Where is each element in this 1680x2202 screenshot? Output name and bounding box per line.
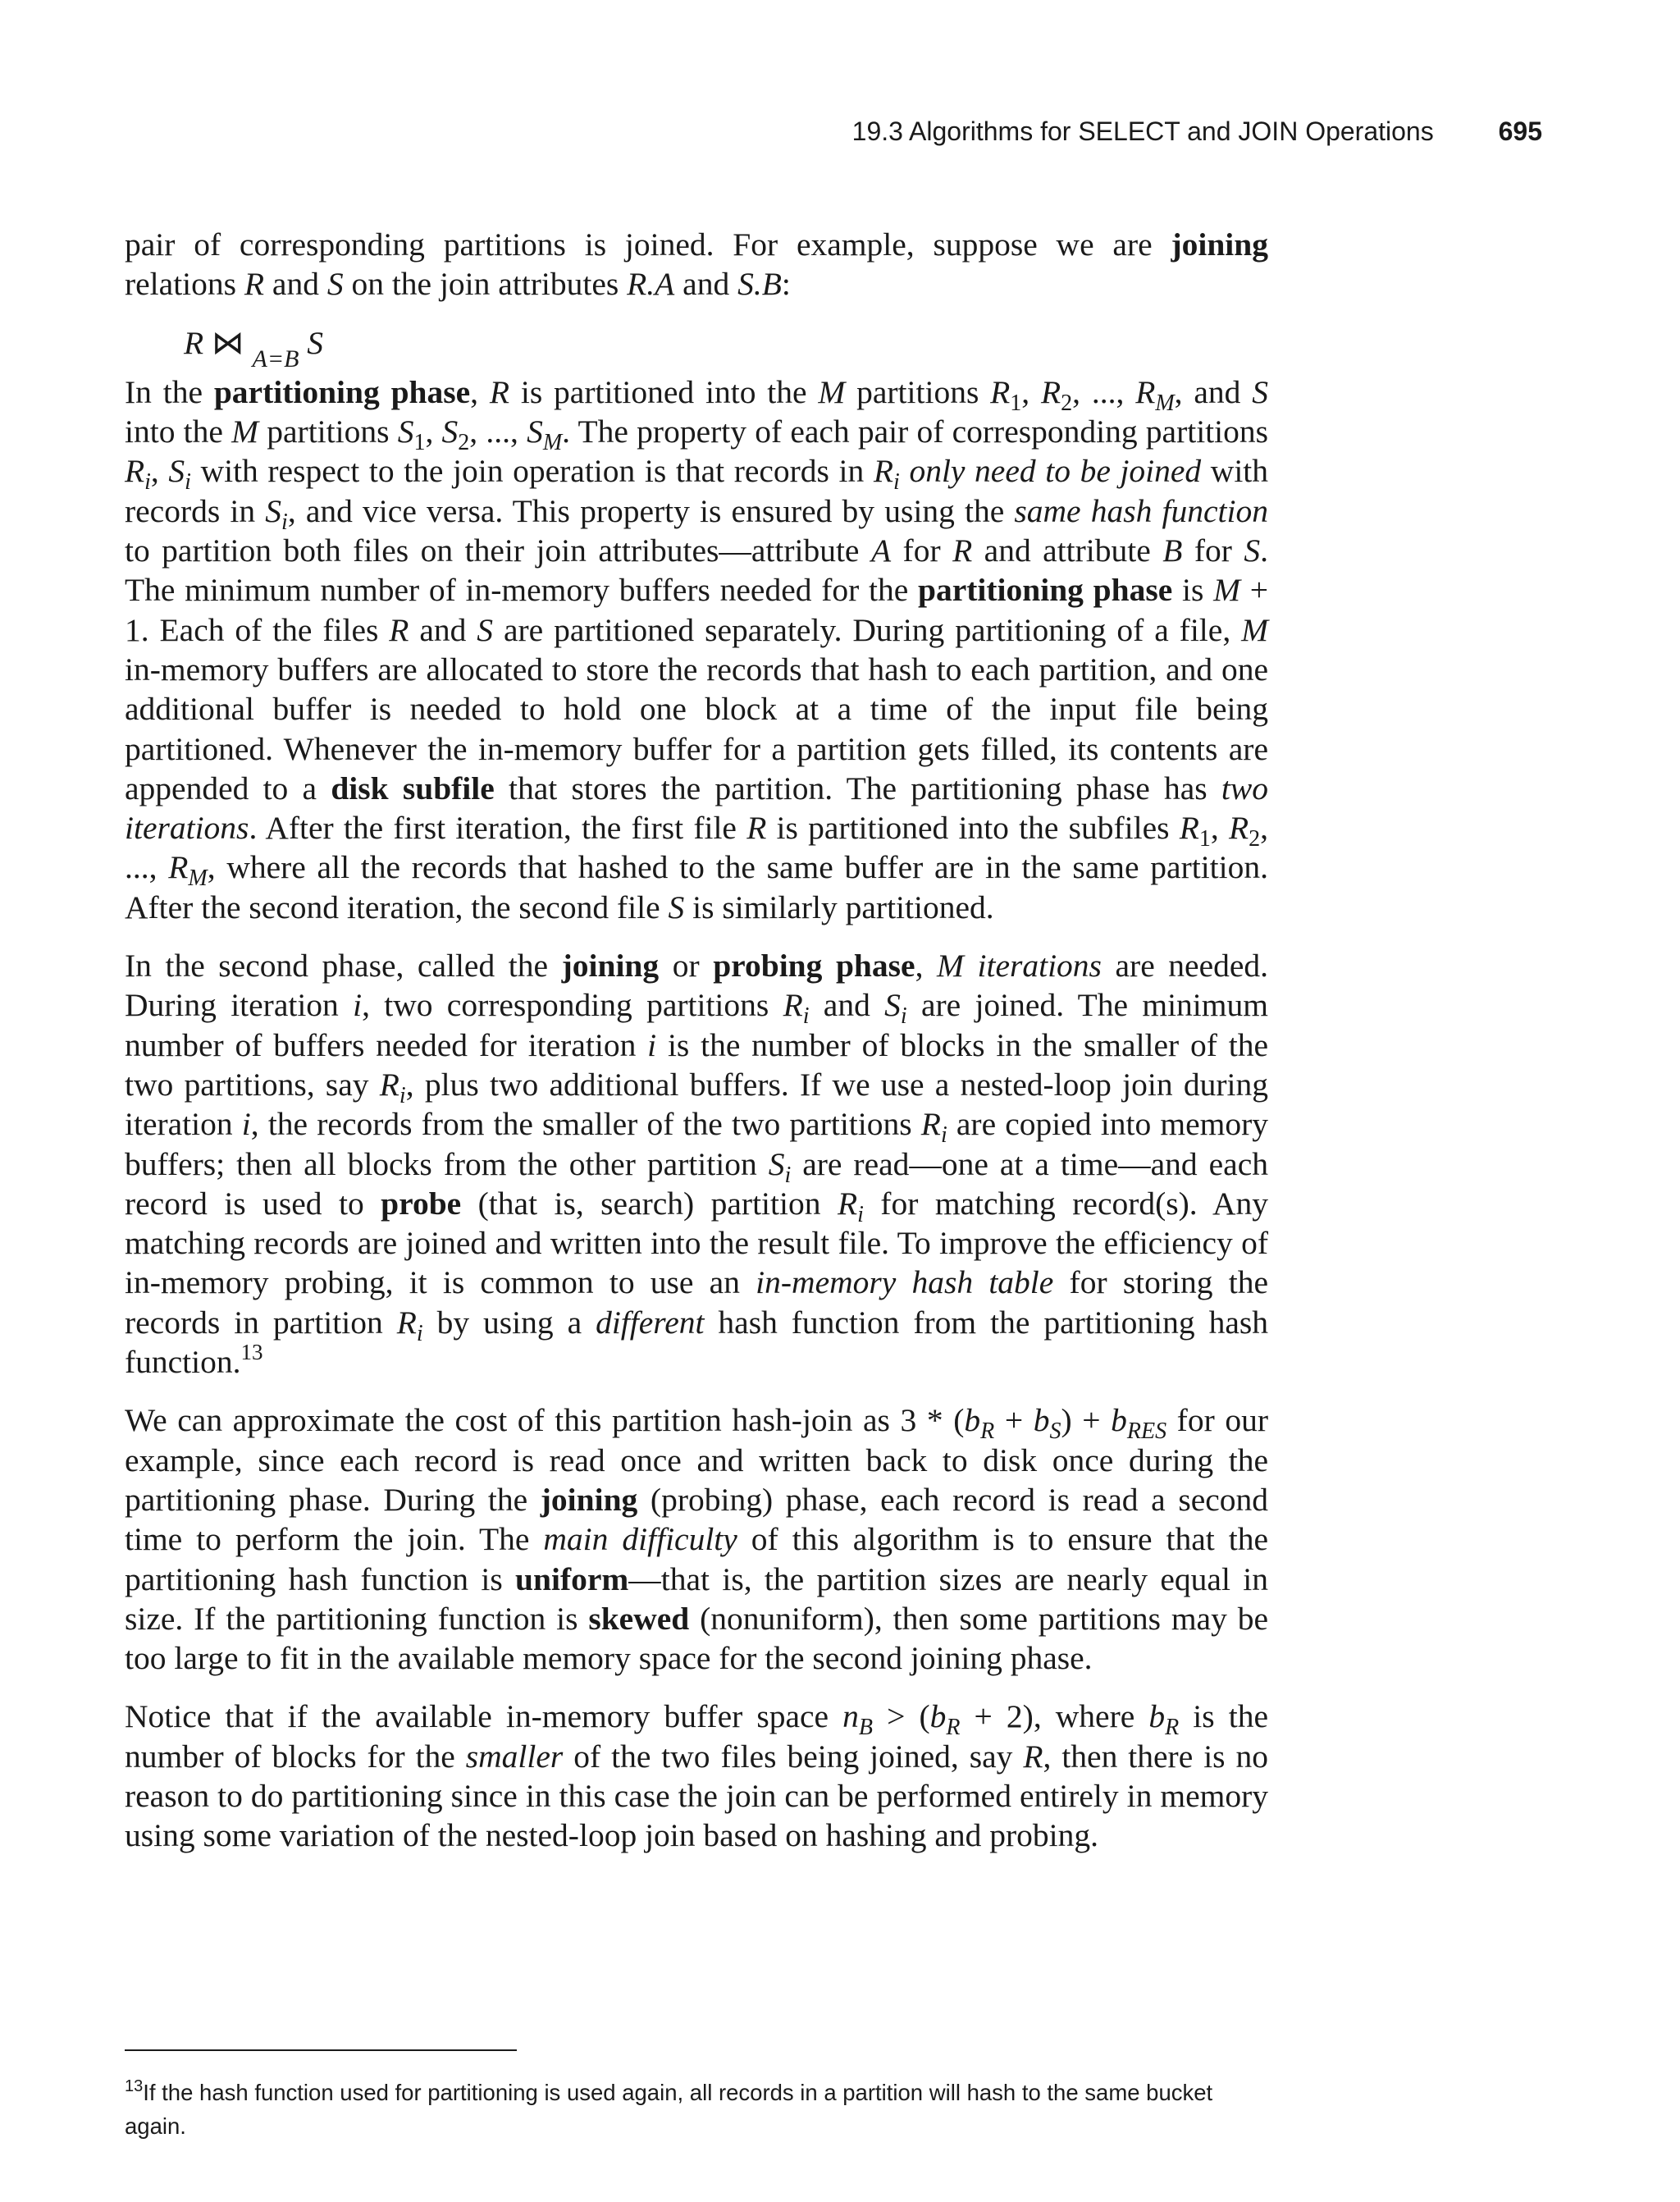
paragraph-probing-phase: In the second phase, called the joining or probing phase, M iterations are needed. During iteration i, two corresponding partitions $R_i$ and $S_i$ are joined. The minimum number of buffers needed for iteration i is the number of blocks in the smaller of the two partitions, say $R_i$, plus two additional buffers. If we use a nested-loop join during iteration i, the records from the smaller of the two partitions $R_i$ are copied into memory buffers; then all blocks from the other partition $S_i$ are read—one at a time—and each record is used to probe (that is, search) partition $R_i$ for matching record(s). Any matching records are joined and written into the result file. To improve the efficiency of in-memory probing, it is common to use an in-memory hash table for storing the records in partition $R_i$ by using a different hash function from the partitioning hash function.$^{13}$ — [125, 948, 1269, 1381]
body-text — [125, 225, 1268, 1875]
running-head — [852, 116, 1542, 147]
footnote-divider — [125, 2049, 517, 2051]
paragraph-partitioning-phase: In the partitioning phase, R is partitioned into the M partitions $R_1$, $R_2$, ..., $R_M$, and S into the M partitions $S_1$, $S_2$, ..., $S_M$. The property of each pair of corresponding partitions $R_i$, $S_i$ with respect to the join operation is that records in $R_i$ only need to be joined with records in $S_i$, and vice versa. This property is ensured by using the same hash function to partition both files on their join attributes—attribute A for R and attribute B for S. The minimum number of in-memory buffers needed for the partitioning phase is M + 1. Each of the files R and S are partitioned separately. During partitioning of a file, M in-memory buffers are allocated to store the records that hash to each partition, and one additional buffer is needed to hold one block at a time of the input file being partitioned. Whenever the in-memory buffer for a partition gets filled, its contents are appended to a disk subfile that stores the partition. The partitioning phase has two iterations. After the first iteration, the first file R is partitioned into the subfiles $R_1$, $R_2$, ..., $R_M$, where all the records that hashed to the same buffer are in the same partition. After the second iteration, the second file S is similarly partitioned. — [125, 373, 1269, 925]
paragraph-cost: We can approximate the cost of this partition hash-join as $3 * (b_R + b_S) + b_{RES}$ for our example, since each record is read once and written back to disk once during the partitioning phase. During the joining (probing) phase, each record is read a second time to perform the join. The main difficulty of this algorithm is to ensure that the partitioning hash function is uniform—that is, the partition sizes are nearly equal in size. If the partitioning function is skewed (nonuniform), then some partitions may be too large to fit in the available memory space for the second joining phase. — [125, 1402, 1269, 1677]
page-number: 695 — [1498, 116, 1542, 146]
footnote — [125, 2076, 1268, 2143]
join-formula: R ⋈ $_{A=B}$ S — [184, 324, 324, 372]
footnote-text: If the hash function used for partitioning is used again, all records in a partition will hash to the same bucket again. — [125, 2080, 1213, 2139]
paragraph-intro: pair of corresponding partitions is joined. For example, suppose we are joining relations R and S on the join attributes R.A and S.B: — [125, 226, 1268, 303]
section-title: 19.3 Algorithms for SELECT and JOIN Operations — [851, 116, 1434, 146]
paragraph-no-partitioning: Notice that if the available in-memory buffer space $n_B > (b_R + 2)$, where $b_R$ is the number of blocks for the smaller of the two files being joined, say R, then there is no reason to do partitioning since in this case the join can be performed entirely in memory using some variation of the nested-loop join based on hashing and probing. — [125, 1698, 1268, 1854]
footnote-marker: 13 — [125, 2077, 144, 2095]
